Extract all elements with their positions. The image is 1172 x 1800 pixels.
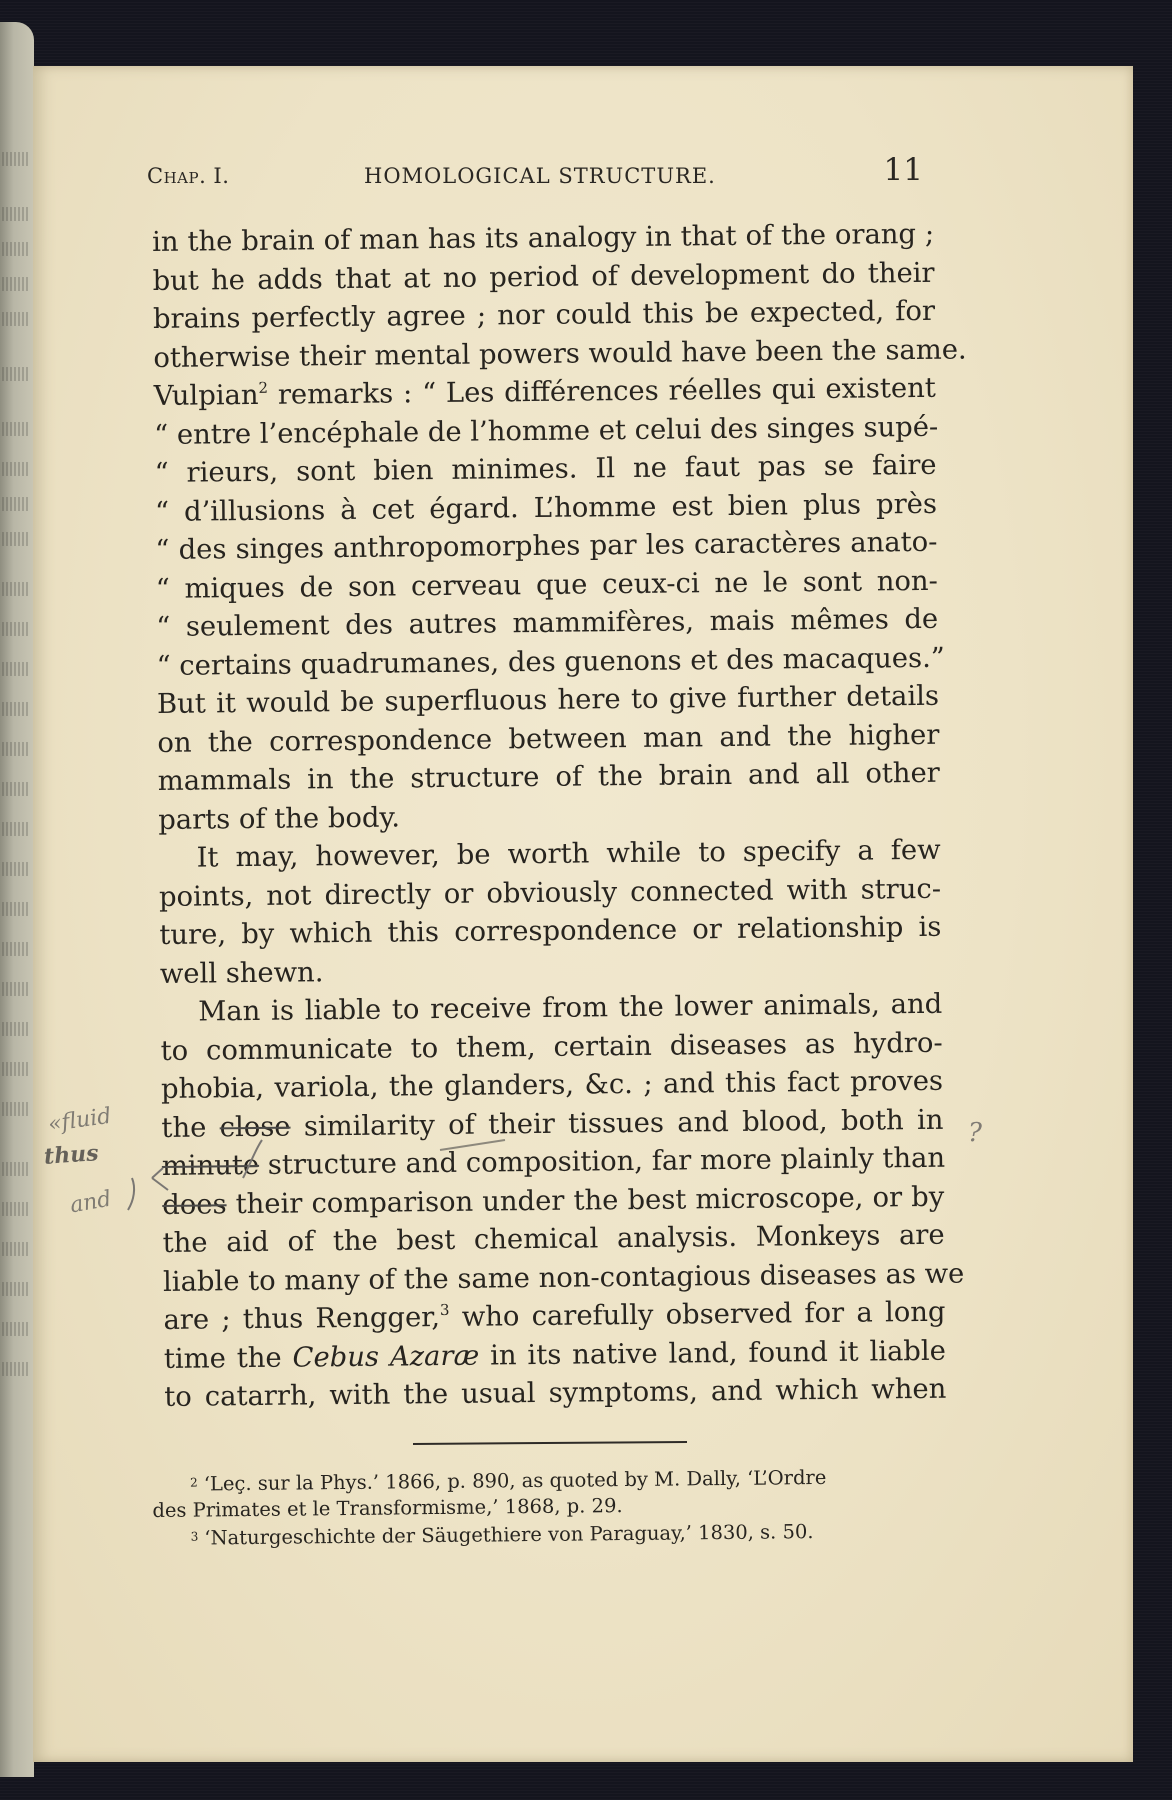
- bleed-through-text: [2, 1202, 30, 1216]
- line-text: brains perfectly agree ; nor could this be expected, for: [152, 295, 936, 335]
- bleed-through-text: [2, 207, 30, 221]
- chapter-label: Chap. I.: [147, 164, 230, 188]
- line-text: It may, however, be worth while to specify a few: [196, 834, 941, 874]
- line-text: similarity of their tissues and blood, both in: [290, 1104, 944, 1143]
- text-line: [158, 755, 940, 802]
- line-text: “ rieurs, sont bien minimes. Il ne faut pas se faire: [154, 449, 937, 489]
- margin-note: and: [68, 1186, 114, 1219]
- footnote-text: ‘Naturgeschichte der Säugethiere von Paraguay,’ 1830, s. 50.: [204, 1520, 814, 1550]
- bleed-through-text: [2, 862, 30, 876]
- bleed-through-text: [2, 422, 30, 436]
- bleed-through-text: [2, 1242, 30, 1256]
- bleed-through-text: [2, 152, 30, 166]
- line-text: structure and composition, far more plainly than: [258, 1142, 946, 1181]
- line-text: otherwise their mental powers would have been the same.: [153, 333, 967, 374]
- margin-note: thus: [43, 1140, 100, 1170]
- line-text: “ entre l’encéphale de l’homme et celui des singes supé-: [154, 411, 939, 451]
- footnote-number: 3: [190, 1529, 199, 1544]
- line-text: Vulpian: [153, 379, 259, 412]
- bleed-through-text: [2, 1062, 30, 1076]
- line-text: are ; thus Rengger,: [163, 1302, 441, 1336]
- line-text: points, not directly or obviously connected with struc-: [158, 873, 942, 913]
- footnote-ref[interactable]: 3: [439, 1300, 450, 1320]
- bleed-through-text: [2, 1162, 30, 1176]
- running-head: [147, 152, 923, 192]
- line-text: on the correspondence between man and the higher: [157, 719, 940, 759]
- bleed-through-text: [2, 462, 30, 476]
- bleed-through-text: [2, 1362, 30, 1376]
- bleed-through-text: [2, 942, 30, 956]
- line-text: in the brain of man has its analogy in that of the orang ;: [152, 218, 935, 258]
- bleed-through-text: [2, 532, 30, 546]
- bleed-through-text: [2, 982, 30, 996]
- bleed-through-text: [2, 497, 30, 511]
- struck-word: close: [219, 1111, 291, 1143]
- running-title: HOMOLOGICAL STRUCTURE.: [364, 164, 716, 188]
- line-text: the: [161, 1111, 220, 1144]
- struck-word: minute: [161, 1149, 260, 1182]
- bleed-through-text: [2, 822, 30, 836]
- line-text: parts of the body.: [158, 801, 401, 836]
- bleed-through-text: [2, 582, 30, 596]
- body-text: [152, 216, 967, 1418]
- line-text: to communicate to them, certain diseases as hydro-: [160, 1027, 943, 1067]
- line-text: who carefully observed for a long: [449, 1296, 946, 1333]
- italic-species-name: Cebus Azaræ: [292, 1340, 480, 1374]
- footnote-text: des Primates et le Transformisme,’ 1868, p. 29.: [152, 1494, 623, 1522]
- line-text: But it would be superfluous here to give further details: [156, 680, 940, 720]
- line-text: but he adds that at no period of development do their: [152, 257, 935, 297]
- footnotes: [152, 1462, 943, 1552]
- bleed-through-text: [2, 367, 30, 381]
- line-text: liable to many of the same non-contagious diseases as we: [162, 1258, 965, 1298]
- bleed-through-text: [2, 702, 30, 716]
- text-line: [159, 909, 941, 956]
- page-number: 11: [883, 152, 923, 188]
- bleed-through-text: [2, 1322, 30, 1336]
- bleed-through-text: [2, 277, 30, 291]
- bleed-through-text: [2, 312, 30, 326]
- line-text: well shewn.: [159, 956, 324, 990]
- line-text: the aid of the best chemical analysis. Monkeys are: [162, 1219, 945, 1259]
- bleed-through-text: [2, 782, 30, 796]
- bleed-through-text: [2, 902, 30, 916]
- line-text: time the: [163, 1342, 293, 1375]
- bleed-through-text: [2, 742, 30, 756]
- text-line: [164, 1371, 946, 1418]
- bleed-through-text: [2, 1282, 30, 1296]
- footnote-text: ‘Leç. sur la Phys.’ 1866, p. 890, as quoted by M. Dally, ‘L’Ordre: [203, 1465, 827, 1496]
- line-text: phobia, variola, the glanders, &c. ; and this fact proves: [160, 1065, 944, 1105]
- bleed-through-text: [2, 622, 30, 636]
- line-text: in its native land, found it liable: [479, 1335, 946, 1372]
- line-text: Man is liable to receive from the lower animals, and: [198, 988, 943, 1028]
- line-text: remarks : “ Les différences réelles qui existent: [267, 372, 936, 411]
- line-text: “ certains quadrumanes, des guenons et des macaques.”: [156, 642, 945, 682]
- line-text: ture, by which this correspondence or relationship is: [159, 911, 942, 951]
- line-text: “ seulement des autres mammifères, mais mêmes de: [156, 603, 939, 643]
- bleed-through-text: [2, 662, 30, 676]
- margin-note: «fluid: [46, 1103, 113, 1138]
- line-text: “ miques de son cerveau que ceux-ci ne le sont non-: [155, 565, 938, 605]
- line-text: to catarrh, with the usual symptoms, and which when: [164, 1373, 947, 1413]
- bleed-through-text: [2, 1022, 30, 1036]
- line-text: “ d’illusions à cet égard. L’homme est bien plus près: [154, 488, 938, 528]
- line-text: mammals in the structure of the brain and all other: [157, 757, 940, 797]
- bleed-through-text: [2, 242, 30, 256]
- struck-word: does: [162, 1188, 227, 1221]
- line-text: their comparison under the best microscope, or by: [226, 1181, 945, 1220]
- margin-query-mark: ?: [968, 1118, 982, 1148]
- line-text: “ des singes anthropomorphes par les caractères anato-: [155, 526, 938, 566]
- bleed-through-text: [2, 1102, 30, 1116]
- previous-page-edge: [0, 22, 34, 1777]
- footnote-ref[interactable]: 2: [258, 378, 269, 397]
- footnote-number: 2: [190, 1475, 198, 1490]
